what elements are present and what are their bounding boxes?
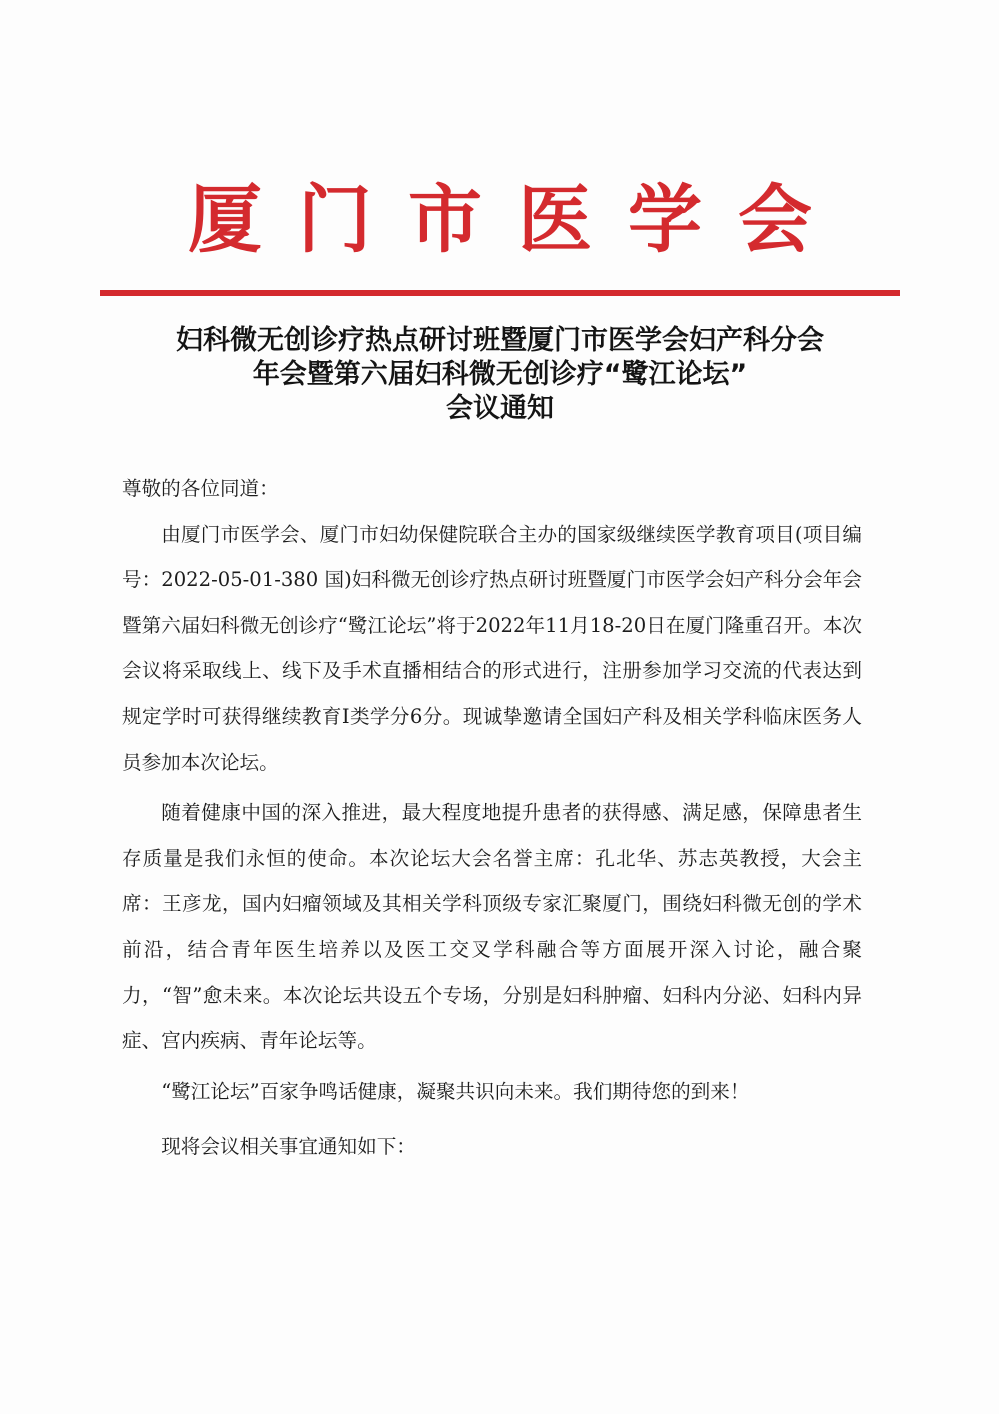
- title-line-2: 年会暨第六届妇科微无创诊疗“鹭江论坛”: [252, 359, 748, 390]
- closing-line: 现将会议相关事宜通知如下：: [161, 1135, 416, 1159]
- paragraph-introduction: 由厦门市医学会、厦门市妇幼保健院联合主办的国家级继续医学教育项目(项目编号：2022-05-01-380 国)妇科微无创诊疗热点研讨班暨厦门市医学会妇产科分会年会暨第六届妇科微无创诊疗“鹭江论坛”将于2022年11月18-20日在厦门隆重召开。本次会议将采取线上、线下及手术直播相结合的形式进行，注册参加学习交流的代表达到规定学时可获得继续教育I类学分6分。现诚挚邀请全国妇产科及相关学科临床医务人员参加本次论坛。: [122, 522, 862, 774]
- notice-body: [122, 466, 862, 1170]
- title-line-1: 妇科微无创诊疗热点研讨班暨厦门市医学会妇产科分会: [176, 325, 824, 356]
- title-line-3: 会议通知: [446, 393, 554, 424]
- paragraph-forum-details: 随着健康中国的深入推进，最大程度地提升患者的获得感、满足感，保障患者生存质量是我们永恒的使命。本次论坛大会名誉主席：孔北华、苏志英教授，大会主席：王彦龙，国内妇瘤领域及其相关学科顶级专家汇聚厦门，围绕妇科微无创的学术前沿，结合青年医生培养以及医工交叉学科融合等方面展开深入讨论，融合聚力，“智”愈未来。本次论坛共设五个专场，分别是妇科肿瘤、妇科内分泌、妇科内异症、宫内疾病、青年论坛等。: [122, 801, 862, 1053]
- paragraph-invitation: “鹭江论坛”百家争鸣话健康，凝聚共识向未来。我们期待您的到来！: [161, 1079, 750, 1103]
- notice-title: [100, 324, 900, 426]
- organization-letterhead: 厦门市医学会: [188, 177, 848, 263]
- letterhead-divider: [100, 290, 900, 296]
- salutation: 尊敬的各位同道：: [122, 477, 279, 500]
